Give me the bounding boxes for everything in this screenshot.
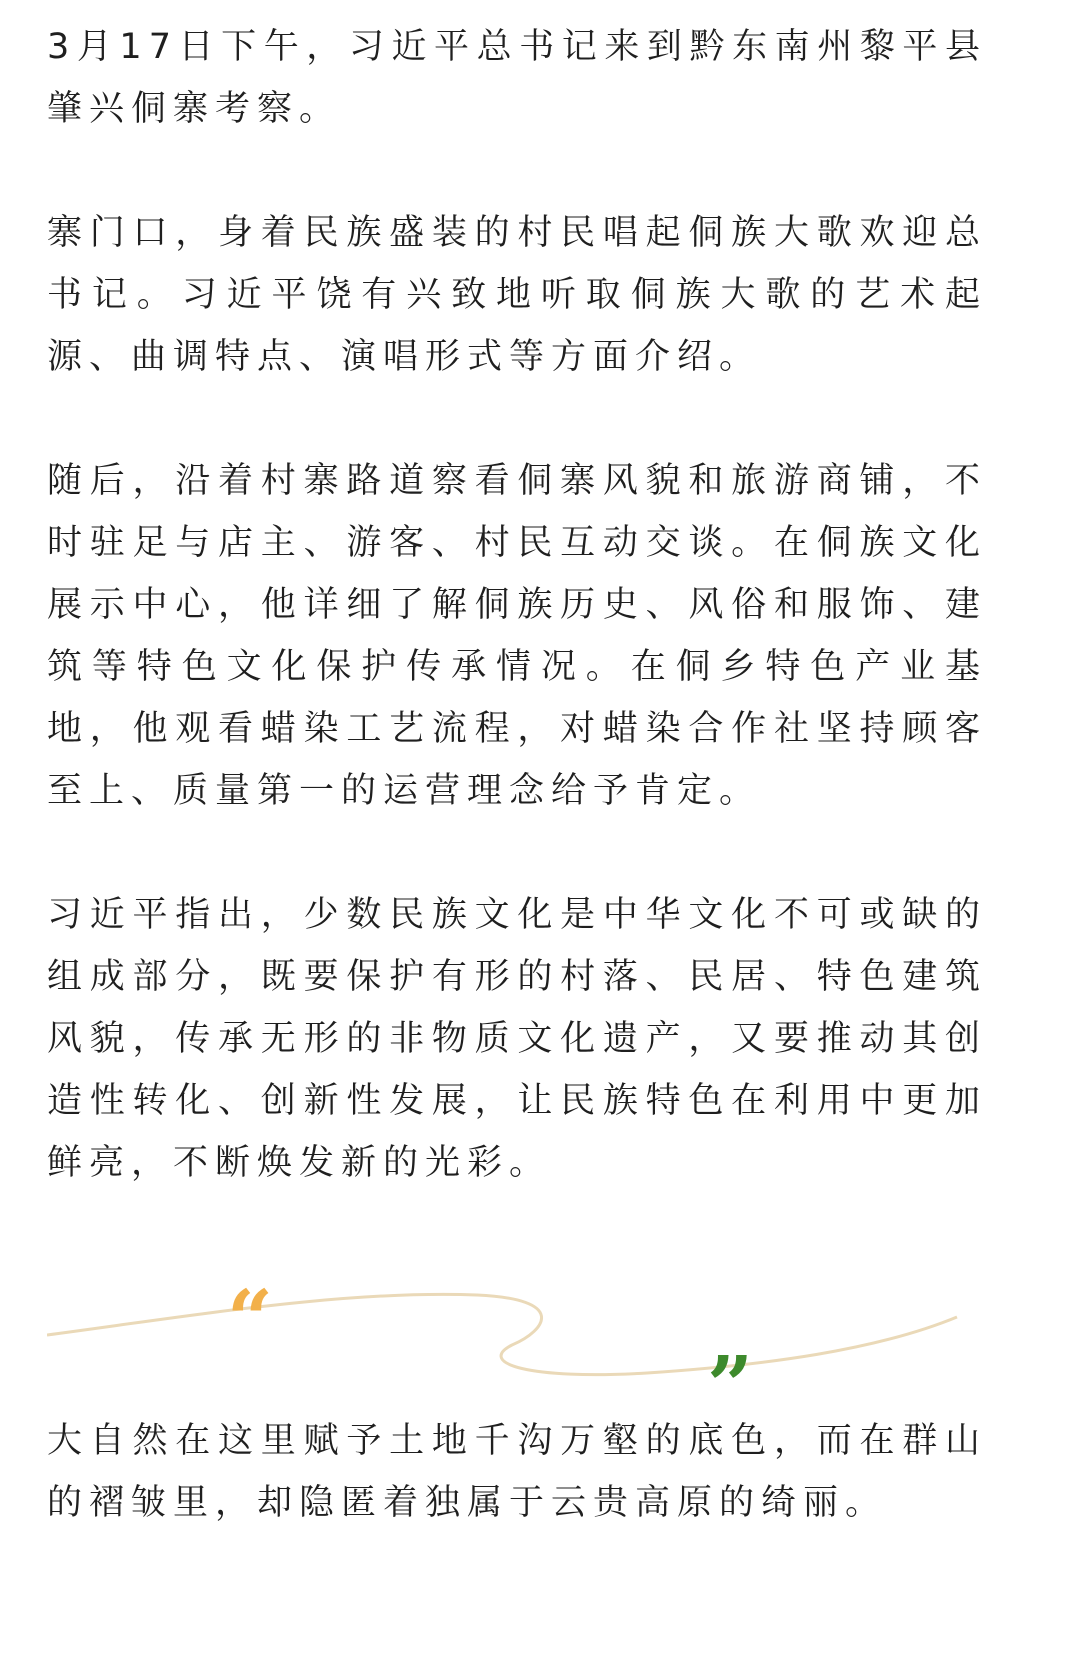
closing-paragraph: 大自然在这里赋予土地千沟万壑的底色，而在群山的褶皱里，却隐匿着独属于云贵高原的绮丽。 [47,1421,987,1523]
paragraph-4: 习近平指出，少数民族文化是中华文化不可或缺的组成部分，既要保护有形的村落、民居、特色建筑风貌，传承无形的非物质文化遗产，又要推动其创造性转化、创新性发展，让民族特色在利用中更加鲜亮，不断焕发新的光彩。 [47,895,987,1183]
paragraph-2: 寨门口，身着民族盛装的村民唱起侗族大歌欢迎总书记。习近平饶有兴致地听取侗族大歌的艺术起源、曲调特点、演唱形式等方面介绍。 [47,213,987,377]
quote-divider-graphic [47,1285,1007,1405]
paragraph-1: 3月17日下午，习近平总书记来到黔东南州黎平县肇兴侗寨考察。 [47,27,987,129]
open-quote-icon: “ [227,1285,274,1366]
paragraph-3: 随后，沿着村寨路道察看侗寨风貌和旅游商铺，不时驻足与店主、游客、村民互动交谈。在侗族文化展示中心，他详细了解侗族历史、风俗和服饰、建筑等特色文化保护传承情况。在侗乡特色产业基地，他观看蜡染工艺流程，对蜡染合作社坚持顾客至上、质量第一的运营理念给予肯定。 [47,461,987,811]
close-quote-icon: ” [707,1338,754,1405]
quote-divider [47,1285,1007,1405]
divider-curve [47,1294,957,1374]
article-body [47,16,987,1194]
